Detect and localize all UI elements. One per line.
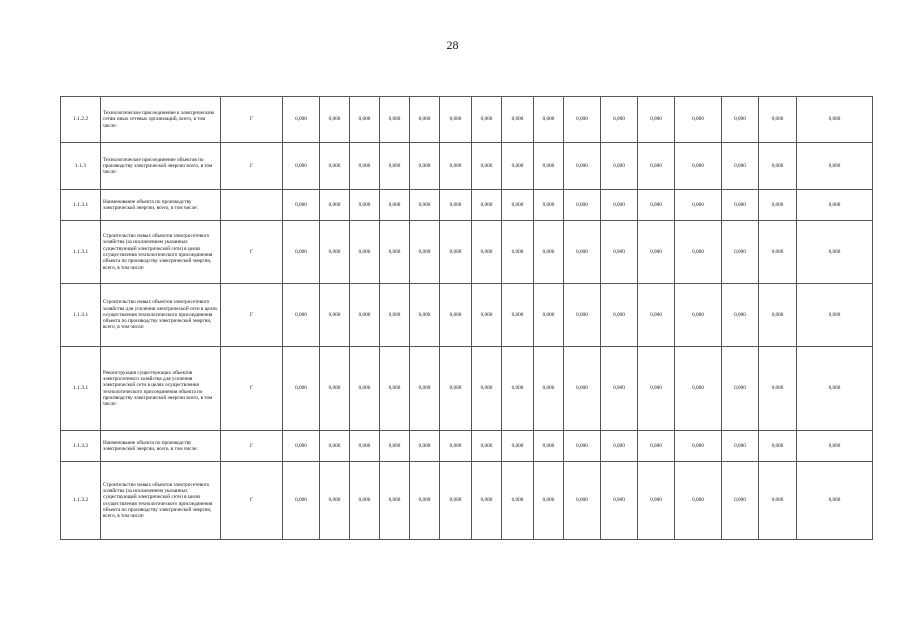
row-name: Строительство новых объектов электросетевого хозяйства для усиления электрической сети в целях осуществления технологического присоединения объекта по производству электрической энергии, всего, в том числе: [101,284,221,347]
value-cell: 0,000 [502,190,534,221]
value-cell: 0,000 [320,190,350,221]
value-cell: 0,000 [564,284,601,347]
value-cell: 0,000 [675,221,722,284]
row-name: Наименование объекта по производству электрической энергии, всего, в том числе: [101,190,221,221]
value-cell: 0,000 [601,143,638,190]
value-cell: 0,000 [797,221,873,284]
value-cell: 0,000 [283,97,320,143]
value-cell: 0,000 [759,221,797,284]
value-cell: 0,000 [283,462,320,540]
value-cell: 0,000 [675,190,722,221]
value-cell: 0,000 [722,431,759,462]
row-unit: Г [221,462,283,540]
value-cell: 0,000 [534,284,564,347]
value-cell: 0,000 [320,221,350,284]
value-cell: 0,000 [380,97,410,143]
row-name: Реконструкция существующих объектов электросетевого хозяйства для усиления электрической сети в целях осуществления технологического присоединения объекта по производству электрической энергии всего, в том числе: [101,347,221,431]
value-cell: 0,000 [350,143,380,190]
value-cell: 0,000 [380,462,410,540]
value-cell: 0,000 [502,221,534,284]
row-code: 1.1.3.2 [61,431,101,462]
value-cell: 0,000 [675,462,722,540]
row-unit [221,190,283,221]
value-cell: 0,000 [472,431,502,462]
value-cell: 0,000 [380,347,410,431]
row-name: Наименование объекта по производству электрической энергии, всего, в том числе: [101,431,221,462]
value-cell: 0,000 [410,431,440,462]
value-cell: 0,000 [638,97,675,143]
value-cell: 0,000 [797,143,873,190]
row-name: Технологическое присоединение к электрическим сетям иных сетевых организаций, всего, в том числе: [101,97,221,143]
value-cell: 0,000 [534,462,564,540]
value-cell: 0,000 [410,284,440,347]
table-row [61,221,873,284]
value-cell: 0,000 [534,431,564,462]
value-cell: 0,000 [472,347,502,431]
row-unit: Г [221,221,283,284]
value-cell: 0,000 [759,143,797,190]
value-cell: 0,000 [797,347,873,431]
value-cell: 0,000 [410,347,440,431]
value-cell: 0,000 [759,190,797,221]
value-cell: 0,000 [350,190,380,221]
value-cell: 0,000 [675,347,722,431]
value-cell: 0,000 [440,431,472,462]
value-cell: 0,000 [440,97,472,143]
table-row [61,190,873,221]
value-cell: 0,000 [350,431,380,462]
value-cell: 0,000 [472,190,502,221]
value-cell: 0,000 [410,190,440,221]
table-row [61,143,873,190]
value-cell: 0,000 [601,221,638,284]
value-cell: 0,000 [380,143,410,190]
value-cell: 0,000 [534,190,564,221]
value-cell: 0,000 [320,143,350,190]
value-cell: 0,000 [564,143,601,190]
value-cell: 0,000 [283,431,320,462]
row-code: 1.1.3.1 [61,221,101,284]
value-cell: 0,000 [320,462,350,540]
value-cell: 0,000 [722,347,759,431]
value-cell: 0,000 [320,431,350,462]
value-cell: 0,000 [675,97,722,143]
value-cell: 0,000 [502,431,534,462]
value-cell: 0,000 [283,143,320,190]
row-unit: Г [221,347,283,431]
value-cell: 0,000 [564,462,601,540]
value-cell: 0,000 [502,462,534,540]
row-code: 1.1.3.1 [61,190,101,221]
table-row [61,431,873,462]
value-cell: 0,000 [440,462,472,540]
investment-table [60,96,873,540]
value-cell: 0,000 [380,190,410,221]
value-cell: 0,000 [472,97,502,143]
value-cell: 0,000 [410,462,440,540]
value-cell: 0,000 [722,284,759,347]
value-cell: 0,000 [638,347,675,431]
row-code: 1.1.2.2 [61,97,101,143]
value-cell: 0,000 [638,143,675,190]
value-cell: 0,000 [440,347,472,431]
row-unit: Г [221,143,283,190]
value-cell: 0,000 [320,284,350,347]
value-cell: 0,000 [350,284,380,347]
value-cell: 0,000 [283,284,320,347]
value-cell: 0,000 [502,284,534,347]
value-cell: 0,000 [601,462,638,540]
value-cell: 0,000 [534,221,564,284]
value-cell: 0,000 [797,284,873,347]
value-cell: 0,000 [638,190,675,221]
value-cell: 0,000 [759,431,797,462]
table-row [61,97,873,143]
value-cell: 0,000 [380,284,410,347]
value-cell: 0,000 [722,221,759,284]
value-cell: 0,000 [601,284,638,347]
value-cell: 0,000 [638,284,675,347]
value-cell: 0,000 [797,97,873,143]
value-cell: 0,000 [675,284,722,347]
value-cell: 0,000 [502,347,534,431]
value-cell: 0,000 [601,431,638,462]
value-cell: 0,000 [410,221,440,284]
value-cell: 0,000 [350,97,380,143]
value-cell: 0,000 [350,347,380,431]
value-cell: 0,000 [759,462,797,540]
value-cell: 0,000 [502,143,534,190]
value-cell: 0,000 [675,143,722,190]
row-name: Строительство новых объектов электросетевого хозяйства (за исключением указанных существующей электрической сети) в целях осуществления технологического присоединения объекта по производству электрической энергии, всего, в том числе: [101,221,221,284]
value-cell: 0,000 [638,462,675,540]
value-cell: 0,000 [759,97,797,143]
row-code: 1.1.3.1 [61,284,101,347]
value-cell: 0,000 [564,221,601,284]
value-cell: 0,000 [564,190,601,221]
value-cell: 0,000 [283,190,320,221]
value-cell: 0,000 [601,347,638,431]
value-cell: 0,000 [534,347,564,431]
row-unit: Г [221,431,283,462]
value-cell: 0,000 [440,190,472,221]
value-cell: 0,000 [410,143,440,190]
value-cell: 0,000 [564,97,601,143]
value-cell: 0,000 [502,97,534,143]
value-cell: 0,000 [440,143,472,190]
value-cell: 0,000 [350,221,380,284]
value-cell: 0,000 [350,462,380,540]
value-cell: 0,000 [601,190,638,221]
value-cell: 0,000 [564,431,601,462]
value-cell: 0,000 [638,221,675,284]
value-cell: 0,000 [722,462,759,540]
value-cell: 0,000 [320,97,350,143]
value-cell: 0,000 [472,462,502,540]
value-cell: 0,000 [601,97,638,143]
value-cell: 0,000 [797,190,873,221]
table-row [61,462,873,540]
row-name: Строительство новых объектов электросетевого хозяйства (за исключением указанных существующей электрической сети) в целях осуществления технологического присоединения объекта по производству электрической энергии, всего, в том числе: [101,462,221,540]
value-cell: 0,000 [283,347,320,431]
value-cell: 0,000 [380,221,410,284]
value-cell: 0,000 [410,97,440,143]
value-cell: 0,000 [759,284,797,347]
value-cell: 0,000 [534,143,564,190]
row-unit: Г [221,284,283,347]
value-cell: 0,000 [380,431,410,462]
value-cell: 0,000 [472,143,502,190]
value-cell: 0,000 [797,462,873,540]
value-cell: 0,000 [797,431,873,462]
row-unit: Г [221,97,283,143]
row-code: 1.1.3.2 [61,462,101,540]
page-number: 28 [446,38,459,52]
value-cell: 0,000 [722,190,759,221]
value-cell: 0,000 [534,97,564,143]
value-cell: 0,000 [440,221,472,284]
value-cell: 0,000 [722,143,759,190]
row-code: 1.1.3 [61,143,101,190]
value-cell: 0,000 [722,97,759,143]
value-cell: 0,000 [675,431,722,462]
row-code: 1.1.3.1 [61,347,101,431]
value-cell: 0,000 [440,284,472,347]
value-cell: 0,000 [759,347,797,431]
value-cell: 0,000 [320,347,350,431]
value-cell: 0,000 [283,221,320,284]
value-cell: 0,000 [638,431,675,462]
value-cell: 0,000 [472,221,502,284]
table-row [61,347,873,431]
value-cell: 0,000 [472,284,502,347]
row-name: Технологическое присоединение объектов по производству электрической энергии всего, в том числе: [101,143,221,190]
table-row [61,284,873,347]
value-cell: 0,000 [564,347,601,431]
